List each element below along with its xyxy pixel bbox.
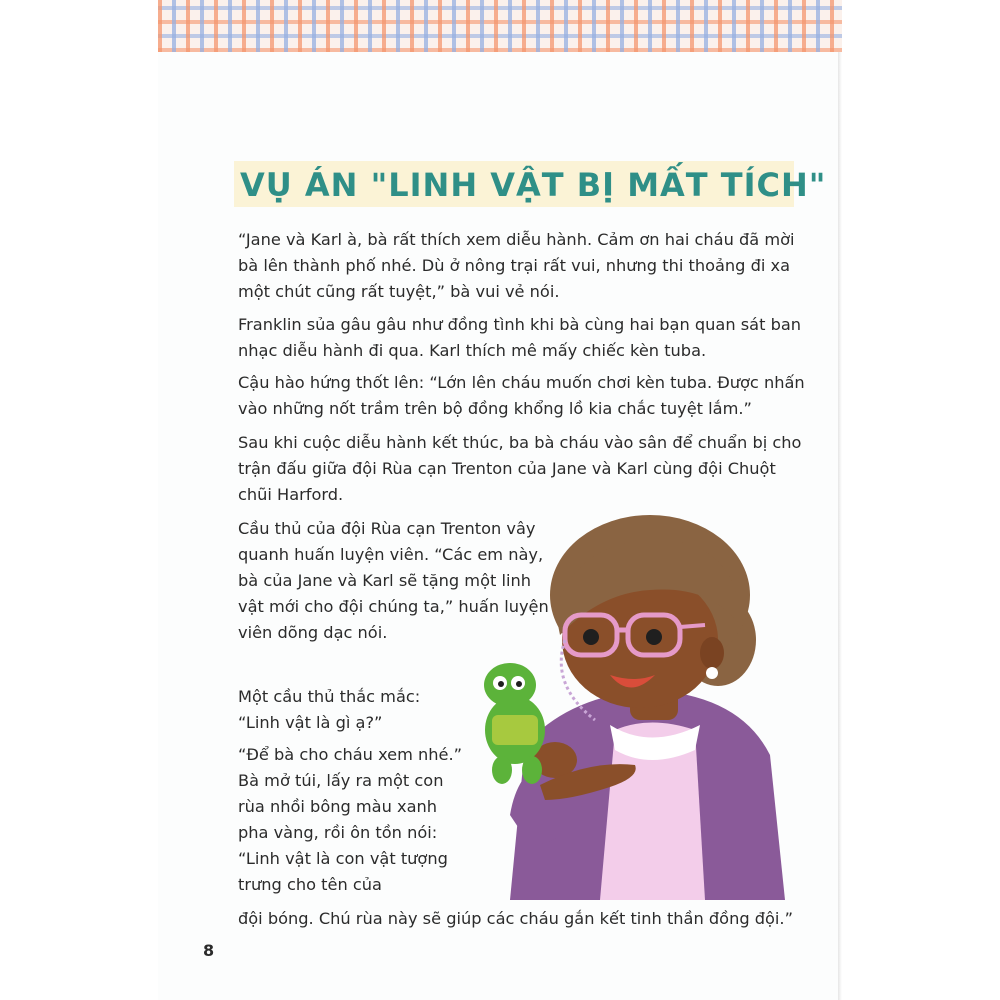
paragraph-3: Cậu hào hứng thốt lên: “Lớn lên cháu muốn chơi kèn tuba. Được nhấn vào những nốt trầm trên bộ đồng khổng lồ kia chắc tuyệt lắm.”	[238, 373, 805, 418]
glasses-arm	[680, 625, 705, 627]
paragraph-6: Một cầu thủ thắc mắc: “Linh vật là gì ạ?”	[238, 687, 421, 732]
right-eye	[646, 629, 662, 645]
plaid-header-decoration	[158, 0, 842, 52]
turtle-foot-right	[522, 756, 542, 784]
paragraph-4: Sau khi cuộc diễu hành kết thúc, ba bà cháu vào sân để chuẩn bị cho trận đấu giữa đội Rùa cạn Trenton của Jane và Karl cùng đội Chuột chũi Harford.	[238, 433, 802, 504]
pearl-earring	[706, 667, 718, 679]
chapter-heading: VỤ ÁN "LINH VẬT BỊ MẤT TÍCH"	[240, 166, 827, 204]
turtle-foot-left	[492, 756, 512, 784]
page-edge-shadow	[838, 0, 842, 1000]
paragraph-1: “Jane và Karl à, bà rất thích xem diễu hành. Cảm ơn hai cháu đã mời bà lên thành phố nhé. Dù ở nông trại rất vui, nhưng thi thoảng đi xa một chút cũng rất tuyệt,” bà vui vẻ nói.	[238, 230, 795, 301]
turtle-shirt	[492, 715, 538, 745]
left-eye	[583, 629, 599, 645]
paragraph-7: “Để bà cho cháu xem nhé.” Bà mở túi, lấy ra một con rùa nhồi bông màu xanh pha vàng, rồi ôn tồn nói: “Linh vật là con vật tượng trưng cho tên của	[238, 745, 463, 894]
paragraph-8: đội bóng. Chú rùa này sẽ giúp các cháu gắn kết tinh thần đồng đội.”	[238, 909, 793, 928]
paragraph-2: Franklin sủa gâu gâu như đồng tình khi bà cùng hai bạn quan sát ban nhạc diễu hành đi qua. Karl thích mê mấy chiếc kèn tuba.	[238, 315, 802, 360]
turtle-mascot	[484, 663, 545, 784]
turtle-head	[484, 663, 536, 707]
ear	[700, 637, 724, 669]
page-number: 8	[203, 941, 215, 960]
grandmother-illustration	[450, 515, 800, 900]
paragraph-5: Cầu thủ của đội Rùa cạn Trenton vây quanh huấn luyện viên. “Các em này, bà của Jane và Karl sẽ tặng một linh vật mới cho đội chúng ta,” huấn luyện viên dõng dạc nói.	[238, 519, 549, 642]
